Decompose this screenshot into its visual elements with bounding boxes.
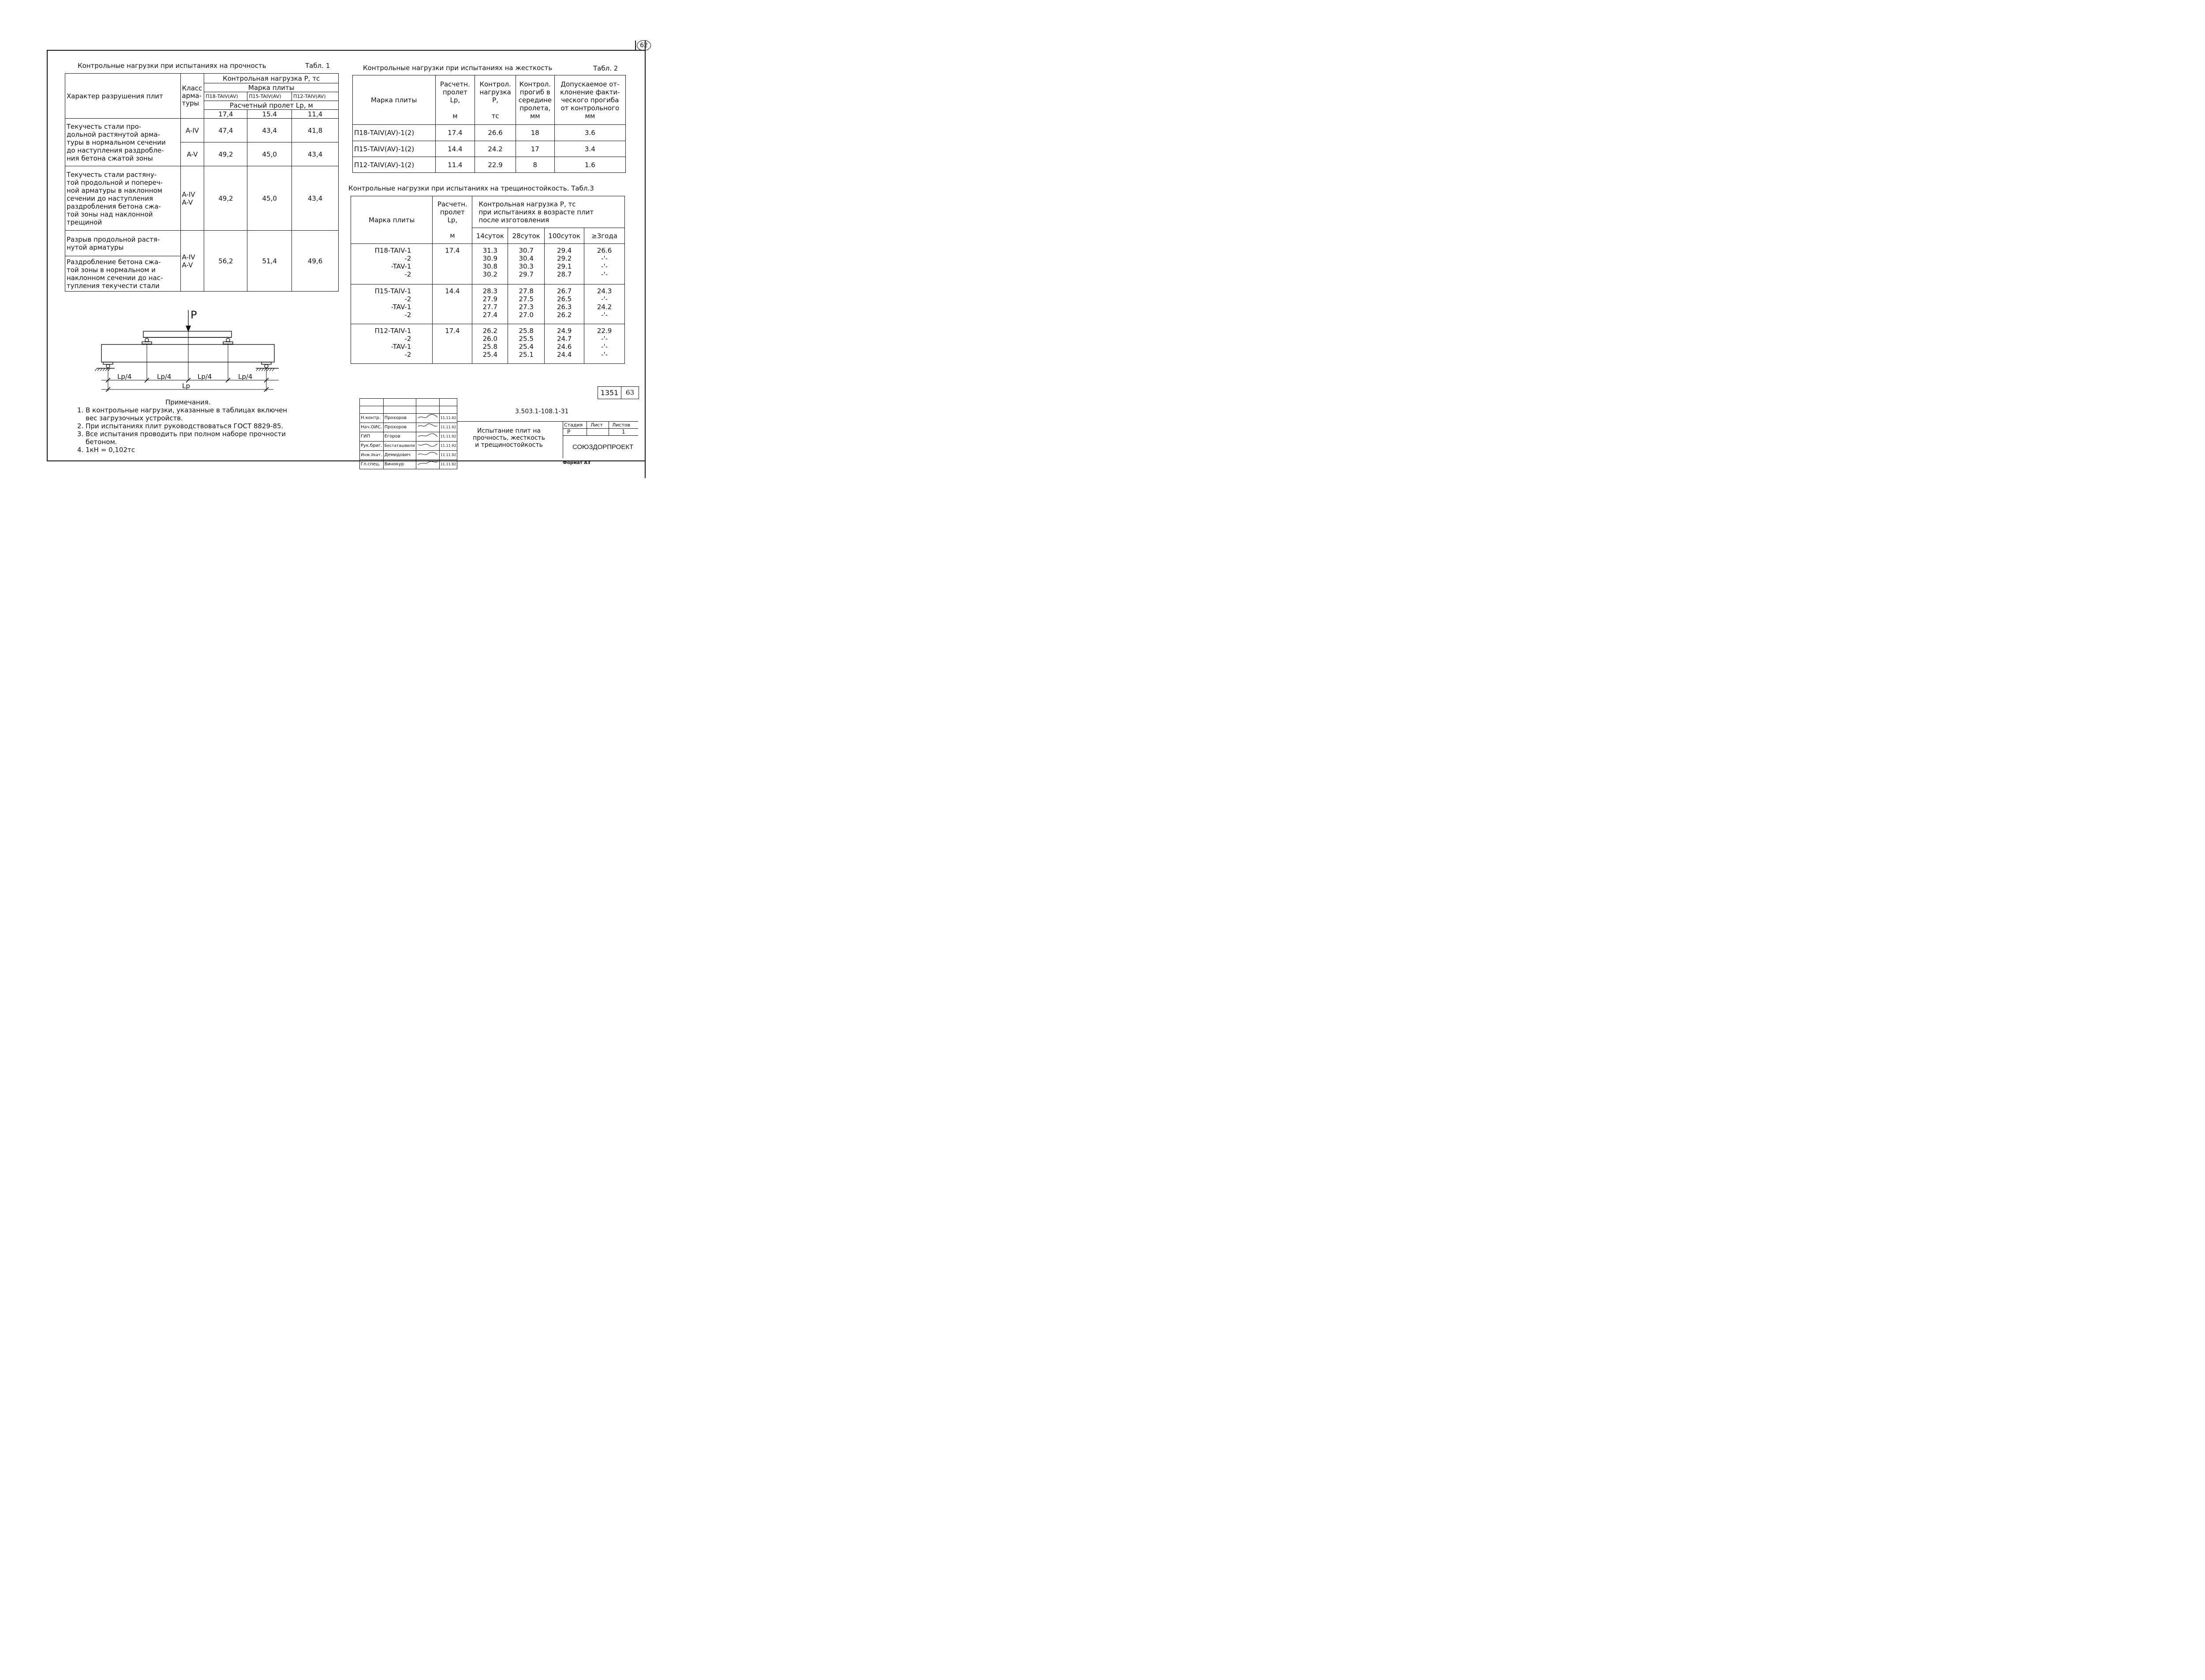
t3-g2-c3: 26.7 26.5 26.3 26.2 [545, 284, 584, 324]
tb-date-1: 11.11.92 [439, 414, 457, 423]
t2-head-deflection: Контрол. прогиб в середине пролета, мм [516, 75, 554, 125]
title-block-signatures [359, 398, 457, 469]
tb-date-3: 11.11.92 [439, 432, 457, 442]
t3-g1-c1: 31.3 30.9 30.8 30.2 [472, 244, 508, 284]
sheets-value: 1 [622, 429, 625, 435]
sheet-number-box [598, 386, 639, 399]
tb-name-5: Демидович [383, 451, 416, 460]
t1-brand-2: П15-TAIV(AV) [247, 92, 292, 101]
t3-age-14: 14суток [472, 228, 508, 244]
signature-4 [416, 442, 439, 451]
t3-g1-c2: 30.7 30.4 30.3 29.7 [508, 244, 545, 284]
note-1: 1. В контрольные нагрузки, указанные в таблицах включен вес загрузочных устройств. [77, 406, 288, 422]
tb-name-4: Бестаташвили [383, 442, 416, 451]
t1-row3-v2: 51,4 [247, 231, 292, 292]
t3-g1-c3: 29.4 29.2 29.1 28.7 [545, 244, 584, 284]
table2-title: Контрольные нагрузки при испытаниях на жесткость [363, 64, 553, 72]
title-block-main [457, 398, 638, 458]
t2-r2-span: 14.4 [435, 141, 475, 157]
sheet-header: Лист [590, 422, 603, 428]
table1-title: Контрольные нагрузки при испытаниях на прочность [78, 62, 266, 70]
notes [77, 398, 287, 454]
t3-age-100: 100суток [545, 228, 584, 244]
table3-title: Контрольные нагрузки при испытаниях на трещиностойкость. Табл.3 [348, 184, 594, 192]
t1-span-3: 11,4 [292, 110, 339, 119]
table1-tag: Табл. 1 [305, 62, 330, 70]
t1-brand-3: П12-TAIV(AV) [292, 92, 339, 101]
notes-title: Примечания. [165, 398, 211, 406]
t3-g3-c1: 26.2 26.0 25.8 25.4 [472, 324, 508, 364]
t1-row2-class: A-IV A-V [180, 166, 204, 231]
note-4: 4. 1кН = 0,102тс [77, 446, 135, 454]
sheet-page: 63 [625, 389, 635, 397]
t3-g3-c4: 22.9 -'- -'- -'- [584, 324, 625, 364]
t2-r1-load: 26.6 [475, 125, 516, 141]
t2-r2-load: 24.2 [475, 141, 516, 157]
quarter-label-2: Lp/4 [157, 373, 172, 381]
t3-g1-marks: П18-TAIV-1 -2 -TAV-1 -2 [351, 244, 433, 284]
frame-top-right-border [635, 41, 636, 50]
tb-date-5: 11.11.92 [439, 451, 457, 460]
t1-row1b-class: A-V [180, 142, 204, 166]
t1-head-class: Класс арма- туры [180, 74, 204, 119]
note-2: 2. При испытаниях плит руководствоваться ГОСТ 8829-85. [77, 422, 284, 430]
t1-row3-v3: 49,6 [292, 231, 339, 292]
tb-role-1: Н.контр. [360, 414, 384, 423]
t2-r3-load: 22.9 [475, 157, 516, 173]
table2-tag: Табл. 2 [593, 64, 618, 72]
t2-r1-defl: 18 [516, 125, 554, 141]
tb-name-1: Прохоров [383, 414, 416, 423]
t2-head-span: Расчетн. пролет Lp, м [435, 75, 475, 125]
stage-value: Р [567, 429, 571, 435]
span-label: Lp [182, 382, 190, 390]
t2-r1-span: 17.4 [435, 125, 475, 141]
t1-span-1: 17,4 [204, 110, 247, 119]
t1-row1a-v1: 47,4 [204, 119, 247, 142]
t2-r1-brand: П18-TAIV(AV)-1(2) [353, 125, 436, 141]
t3-g2-c2: 27.8 27.5 27.3 27.0 [508, 284, 545, 324]
signature-5 [416, 451, 439, 460]
t3-g3-span: 17.4 [433, 324, 472, 364]
t1-row2-v1: 49,2 [204, 166, 247, 231]
t2-r3-defl: 8 [516, 157, 554, 173]
signature-1 [416, 414, 439, 423]
t2-head-tolerance: Допускаемое от- клонение факти- ческого прогиба от контрольного мм [554, 75, 625, 125]
t3-age-28: 28суток [508, 228, 545, 244]
t1-row1b-v3: 43,4 [292, 142, 339, 166]
tb-role-6: Гл.спец. [360, 460, 384, 469]
t1-row1b-v1: 49,2 [204, 142, 247, 166]
stage-header: Стадия [564, 422, 583, 428]
t1-row2-v3: 43,4 [292, 166, 339, 231]
tb-name-3: Егоров [383, 432, 416, 442]
load-scheme-diagram [88, 307, 287, 395]
t1-row2-v2: 45,0 [247, 166, 292, 231]
tb-name-2: Прохоров [383, 423, 416, 432]
doc-title: Испытание плит на прочность, жесткость и трещиностойкость [473, 427, 545, 449]
sheet-number: 1351 [598, 387, 621, 399]
t3-g2-c4: 24.3 -'- 24.2 -'- [584, 284, 625, 324]
t3-g2-span: 14.4 [433, 284, 472, 324]
t2-head-load: Контрол. нагрузка P, тс [475, 75, 516, 125]
t3-g2-c1: 28.3 27.9 27.7 27.4 [472, 284, 508, 324]
organization: СОЮЗДОРПРОЕКТ [572, 443, 634, 451]
t2-head-brand: Марка плиты [353, 75, 436, 125]
tb-name-6: Винокур [383, 460, 416, 469]
t1-row2-text: Текучесть стали растяну- той продольной и попереч- ной арматуры в наклонном сечении до наступления раздробления бетона сжа- той зоны над наклонной трещиной [65, 166, 181, 231]
t3-g1-span: 17.4 [433, 244, 472, 284]
t1-head-load: Контрольная нагрузка P, тс [204, 74, 339, 83]
t1-brand-1: П18-TAIV(AV) [204, 92, 247, 101]
t3-g3-c2: 25.8 25.5 25.4 25.1 [508, 324, 545, 364]
t2-r2-brand: П15-TAIV(AV)-1(2) [353, 141, 436, 157]
t1-row3b-text: Раздробление бетона сжа- той зоны в нормальном и наклонном сечении до нас- тупления текучести стали [65, 256, 181, 292]
t3-g1-c4: 26.6 -'- -'- -'- [584, 244, 625, 284]
signature-2 [416, 423, 439, 432]
t2-r3-span: 11.4 [435, 157, 475, 173]
t3-age-3y: ≥3года [584, 228, 625, 244]
sheets-header: Листов [612, 422, 631, 428]
page-number-top: 62 [637, 40, 651, 51]
t2-r2-tol: 3.4 [554, 141, 625, 157]
t1-row3-v1: 56,2 [204, 231, 247, 292]
doc-code: 3.503.1-108.1-31 [515, 408, 569, 415]
t2-r3-tol: 1.6 [554, 157, 625, 173]
quarter-label-4: Lp/4 [238, 373, 253, 381]
t1-head-brand: Марка плиты [204, 83, 339, 92]
t3-head-span-unit: м [433, 228, 472, 244]
t1-row1b-v2: 45,0 [247, 142, 292, 166]
note-3: 3. Все испытания проводить при полном наборе прочности бетоном. [77, 430, 286, 446]
t1-head-span: Расчетный пролет Lp, м [204, 101, 339, 110]
t3-g3-marks: П12-TAIV-1 -2 -TAV-1 -2 [351, 324, 433, 364]
signature-3 [416, 432, 439, 442]
t1-row1a-v2: 43,4 [247, 119, 292, 142]
t1-row1a-class: A-IV [180, 119, 204, 142]
tb-date-2: 11.11.92 [439, 423, 457, 432]
signature-6 [416, 460, 439, 469]
quarter-label-1: Lp/4 [117, 373, 132, 381]
t2-r2-defl: 17 [516, 141, 554, 157]
strength-table [65, 73, 339, 292]
t1-row3a-text: Разрыв продольной растя- нутой арматуры [65, 231, 181, 256]
tb-role-5: Инж.IIкат. [360, 451, 384, 460]
t3-head-brand: Марка плиты [351, 196, 433, 244]
crack-resistance-table [351, 196, 625, 364]
t3-g3-c3: 24.9 24.7 24.6 24.4 [545, 324, 584, 364]
t1-span-2: 15.4 [247, 110, 292, 119]
t2-r3-brand: П12-TAIV(AV)-1(2) [353, 157, 436, 173]
format-label: Формат А3 [563, 460, 590, 465]
t3-head-load: Контрольная нагрузка P, тс при испытаниях в возрасте плит после изготовления [472, 196, 625, 228]
load-label: P [191, 309, 197, 321]
frame-right-border [645, 41, 646, 478]
tb-date-6: 11.11.92 [439, 460, 457, 469]
t1-row3-class: A-IV A-V [180, 231, 204, 292]
t1-row1a-v3: 41,8 [292, 119, 339, 142]
t1-head-character: Характер разрушения плит [65, 74, 181, 119]
t3-head-span: Расчетн. пролет Lp, [433, 196, 472, 228]
tb-role-4: Рук.бриг. [360, 442, 384, 451]
quarter-label-3: Lp/4 [198, 373, 212, 381]
stiffness-table [352, 75, 626, 173]
tb-role-3: ГИП [360, 432, 384, 442]
t3-g2-marks: П15-TAIV-1 -2 -TAV-1 -2 [351, 284, 433, 324]
tb-date-4: 11.11.92 [439, 442, 457, 451]
t1-row1-text: Текучесть стали про- дольной растянутой арма- туры в нормальном сечении до наступления раздробле- ния бетона сжатой зоны [65, 119, 181, 166]
tb-role-2: Нач.ОИС. [360, 423, 384, 432]
t2-r1-tol: 3.6 [554, 125, 625, 141]
